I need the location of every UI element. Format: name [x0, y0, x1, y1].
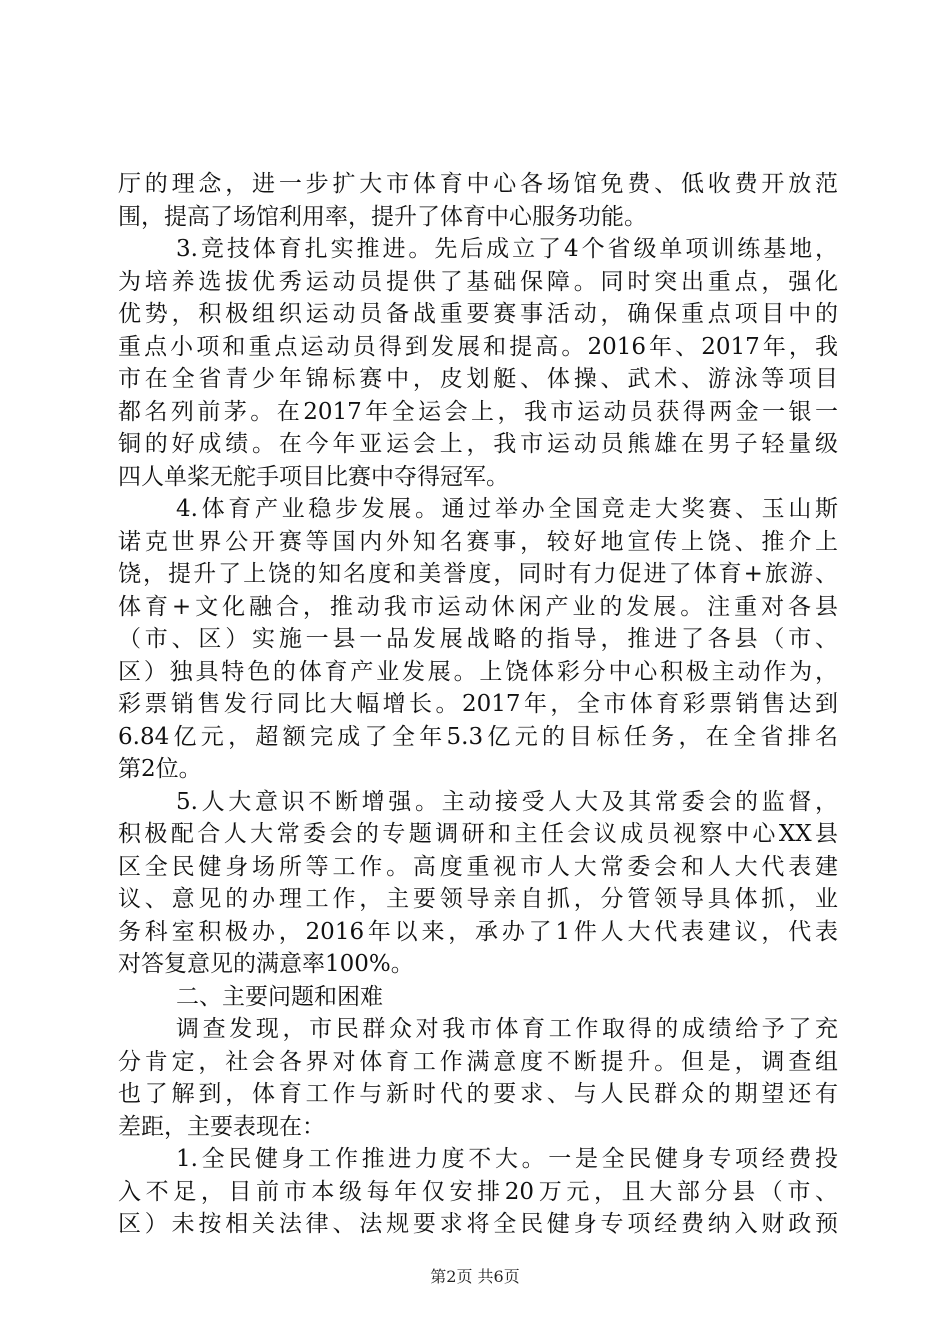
text-line: 彩票销售发行同比大幅增长。2017年，全市体育彩票销售达到 — [118, 691, 838, 717]
text-line: 四人单桨无舵手项目比赛中夺得冠军。 — [118, 463, 509, 490]
text-line: 议、意见的办理工作，主要领导亲自抓，分管领导具体抓，业 — [118, 886, 838, 912]
text-line: 第2位。 — [118, 756, 202, 782]
text-line: 区）独具特色的体育产业发展。上饶体彩分中心积极主动作为， — [118, 658, 838, 685]
text-line: 诺克世界公开赛等国内外知名赛事，较好地宣传上饶、推介上 — [118, 528, 838, 555]
page-number: 第2页 共6页 — [430, 1267, 520, 1286]
text-line: 分肯定，社会各界对体育工作满意度不断提升。但是，调查组 — [118, 1048, 838, 1075]
text-line: 5.人大意识不断增强。主动接受人大及其常委会的监督， — [176, 788, 838, 815]
text-line: 饶，提升了上饶的知名度和美誉度，同时有力促进了体育+旅游、 — [118, 561, 838, 587]
text-line: 优势，积极组织运动员备战重要赛事活动，确保重点项目中的 — [118, 301, 838, 327]
text-line: 6.84亿元，超额完成了全年5.3亿元的目标任务，在全省排名 — [118, 723, 838, 750]
text-line: 入不足，目前市本级每年仅安排20万元，且大部分县（市、 — [118, 1178, 838, 1205]
text-line: 3.竞技体育扎实推进。先后成立了4个省级单项训练基地， — [176, 236, 838, 262]
page-footer — [0, 1267, 950, 1287]
text-line: 调查发现，市民群众对我市体育工作取得的成绩给予了充 — [176, 1016, 838, 1042]
text-line: 也了解到，体育工作与新时代的要求、与人民群众的期望还有 — [118, 1081, 838, 1107]
text-line: 1.全民健身工作推进力度不大。一是全民健身专项经费投 — [176, 1146, 838, 1172]
text-line: 为培养选拔优秀运动员提供了基础保障。同时突出重点，强化 — [118, 268, 838, 295]
text-line: 都名列前茅。在2017年全运会上，我市运动员获得两金一银一 — [118, 398, 838, 425]
text-line: 4.体育产业稳步发展。通过举办全国竞走大奖赛、玉山斯 — [176, 496, 838, 522]
text-line: 铜的好成绩。在今年亚运会上，我市运动员熊雄在男子轻量级 — [118, 431, 838, 457]
text-line: 体育+文化融合，推动我市运动休闲产业的发展。注重对各县 — [118, 593, 838, 620]
section-heading: 二、主要问题和困难 — [176, 983, 383, 1010]
body-text — [118, 168, 838, 1241]
text-line: 务科室积极办，2016年以来，承办了1件人大代表建议，代表 — [118, 918, 838, 945]
text-line: 区全民健身场所等工作。高度重视市人大常委会和人大代表建 — [118, 853, 838, 880]
text-line: 重点小项和重点运动员得到发展和提高。2016年、2017年，我 — [118, 333, 838, 360]
text-line: （市、区）实施一县一品发展战略的指导，推进了各县（市、 — [118, 626, 838, 652]
text-line: 对答复意见的满意率100%。 — [118, 951, 414, 977]
text-line: 围，提高了场馆利用率，提升了体育中心服务功能。 — [118, 203, 647, 230]
text-line: 厅的理念，进一步扩大市体育中心各场馆免费、低收费开放范 — [118, 171, 838, 197]
text-line: 差距，主要表现在： — [118, 1113, 325, 1140]
text-line: 市在全省青少年锦标赛中，皮划艇、体操、武术、游泳等项目 — [118, 366, 838, 392]
text-line: 区）未按相关法律、法规要求将全民健身专项经费纳入财政预 — [118, 1211, 838, 1237]
text-line: 积极配合人大常委会的专题调研和主任会议成员视察中心XX县 — [118, 821, 838, 847]
